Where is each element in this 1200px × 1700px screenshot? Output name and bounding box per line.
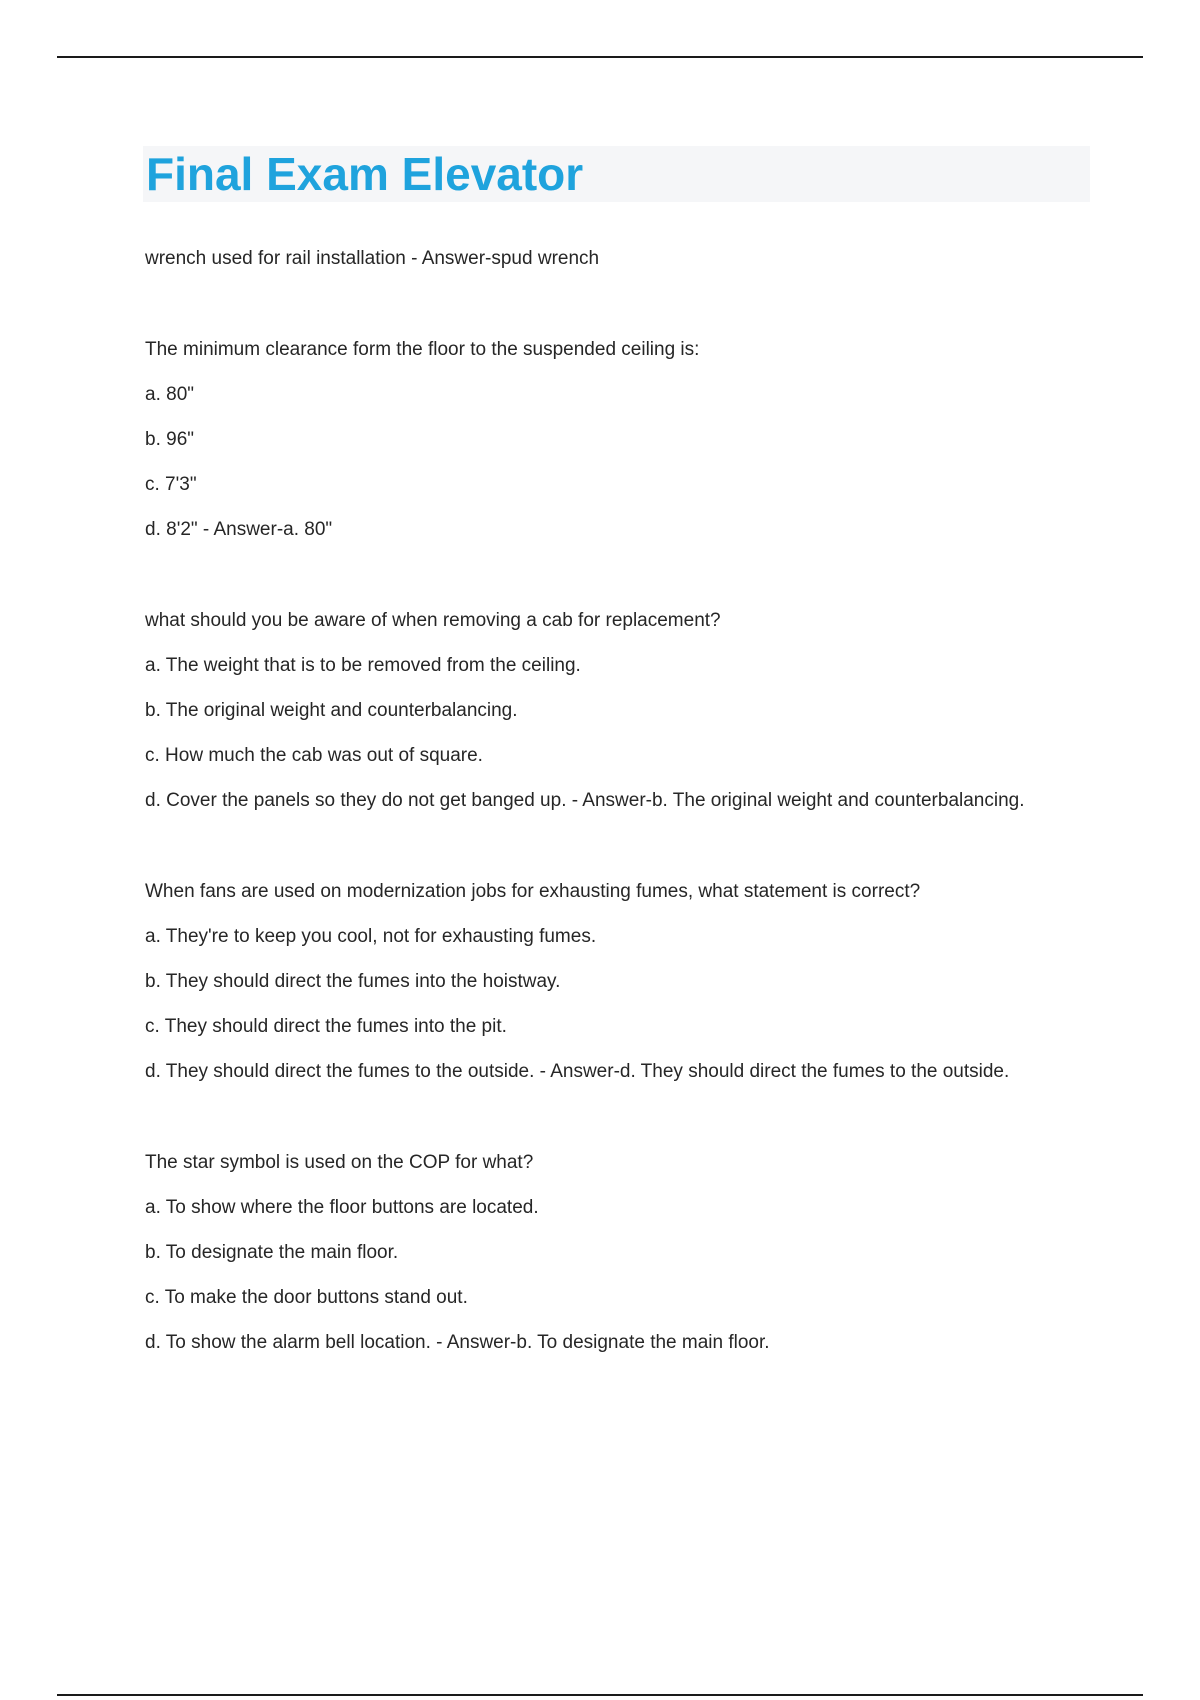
answer-option: d. They should direct the fumes to the outside. - Answer-d. They should direct the fumes to the outside.	[145, 1061, 1010, 1082]
question-block	[145, 337, 1105, 543]
answer-option: b. 96"	[145, 429, 195, 450]
question-block	[145, 608, 1105, 814]
bottom-rule	[57, 1694, 1143, 1696]
question-prompt: The minimum clearance form the floor to the suspended ceiling is:	[145, 339, 700, 360]
answer-option: a. To show where the floor buttons are located.	[145, 1197, 539, 1218]
question-prompt: The star symbol is used on the COP for what?	[145, 1152, 534, 1173]
answer-option: d. Cover the panels so they do not get banged up. - Answer-b. The original weight and counterbalancing.	[145, 790, 1025, 811]
answer-option: d. 8'2" - Answer-a. 80"	[145, 519, 333, 540]
answer-option: a. The weight that is to be removed from the ceiling.	[145, 655, 581, 676]
question-block	[145, 1150, 1105, 1356]
answer-option: c. How much the cab was out of square.	[145, 745, 483, 766]
intro-question-answer: wrench used for rail installation - Answer-spud wrench	[145, 248, 600, 269]
answer-option: c. To make the door buttons stand out.	[145, 1287, 468, 1308]
answer-option: c. 7'3"	[145, 474, 197, 495]
top-rule	[57, 56, 1143, 58]
document-body	[145, 246, 1105, 1356]
question-prompt: When fans are used on modernization jobs for exhausting fumes, what statement is correct?	[145, 881, 921, 902]
answer-option: d. To show the alarm bell location. - Answer-b. To designate the main floor.	[145, 1332, 770, 1353]
question-prompt: what should you be aware of when removing a cab for replacement?	[145, 610, 721, 631]
answer-option: b. The original weight and counterbalancing.	[145, 700, 518, 721]
page-title: Final Exam Elevator	[146, 148, 584, 200]
answer-option: c. They should direct the fumes into the pit.	[145, 1016, 507, 1037]
answer-option: a. They're to keep you cool, not for exhausting fumes.	[145, 926, 597, 947]
answer-option: a. 80"	[145, 384, 195, 405]
question-block	[145, 879, 1105, 1085]
answer-option: b. They should direct the fumes into the hoistway.	[145, 971, 561, 992]
answer-option: b. To designate the main floor.	[145, 1242, 399, 1263]
